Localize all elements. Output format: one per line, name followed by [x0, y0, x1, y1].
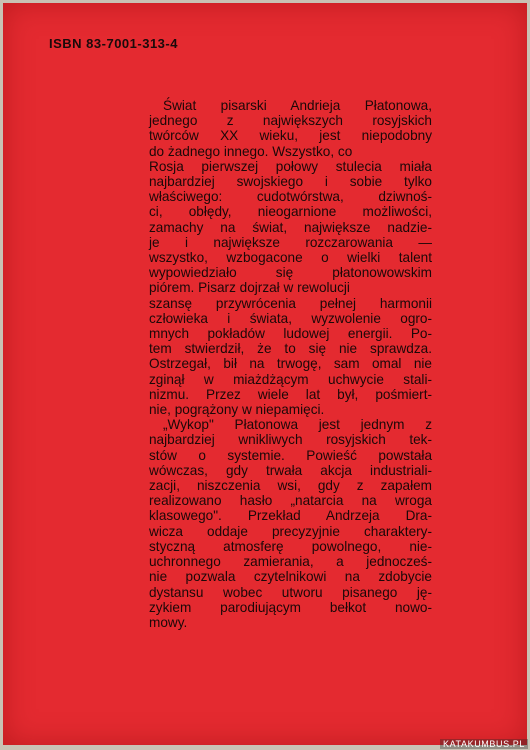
blurb-line: realizowano hasło „natarcia na wroga	[149, 493, 432, 509]
blurb-line: mnych pokładów ludowej energii. Po-	[149, 326, 432, 342]
blurb-line: Świat pisarski Andrieja Płatonowa,	[163, 98, 432, 113]
isbn-number: ISBN 83-7001-313-4	[49, 36, 178, 51]
blurb-line: do żadnego innego. Wszystko, co	[149, 143, 353, 159]
blurb-line: je i największe rozczarowania —	[149, 234, 432, 250]
blurb-line: najbardziej wnikliwych rosyjskich tek-	[149, 432, 432, 448]
blurb-line: nizmu. Przez wiele lat był, pośmiert-	[149, 386, 432, 402]
blurb-line: zginął w miażdżącym uchwycie stali-	[149, 371, 432, 387]
blurb-line: zacji, niszczenia wsi, gdy z zapałem	[149, 478, 432, 494]
blurb-line: zykiem parodiującym bełkot nowo-	[149, 599, 432, 615]
blurb-line: najbardziej swojskiego i sobie tylko	[149, 174, 432, 190]
blurb-line: mowy.	[149, 614, 188, 630]
watermark: KATAKUMBUS.PL	[440, 739, 528, 749]
blurb-line: właściwego: cudotwórstwa, dziwnoś-	[149, 189, 432, 205]
blurb-line: szansę przywrócenia pełnej harmonii	[149, 295, 432, 311]
blurb-line: Rosja pierwszej połowy stulecia miała	[149, 158, 432, 174]
blurb-line: stów o systemie. Powieść powstała	[149, 447, 432, 463]
blurb-line: styczną atmosferę powolnego, nie-	[149, 538, 432, 554]
blurb-line: twórców XX wieku, jest niepodobny	[149, 128, 432, 144]
blurb-line: piórem. Pisarz dojrzał w rewolucji	[149, 280, 350, 296]
blurb-line: „Wykop" Płatonowa jest jednym z	[163, 417, 432, 433]
blurb-line: wicza oddaje precyzyjnie charaktery-	[149, 523, 432, 539]
blurb-line: wówczas, gdy trwała akcja industriali-	[149, 462, 432, 478]
book-back-cover	[3, 3, 527, 745]
blurb-line: dystansu wobec utworu pisanego ję-	[149, 584, 432, 600]
cover-blurb	[149, 98, 432, 630]
blurb-line: uchronnego zamierania, a jednocześ-	[149, 554, 432, 570]
blurb-line: ci, obłędy, nieogarnione możliwości,	[149, 204, 432, 220]
blurb-line: jednego z największych rosyjskich	[149, 113, 432, 129]
blurb-line: klasowego". Przekład Andrzeja Dra-	[149, 508, 432, 524]
blurb-line: nie, pogrążony w niepamięci.	[149, 402, 325, 418]
blurb-line: człowieka i świata, wyzwolenie ogro-	[149, 310, 432, 326]
blurb-line: nie pozwala czytelnikowi na zdobycie	[149, 569, 432, 585]
blurb-line: tem stwierdził, że to się nie sprawdza.	[149, 341, 432, 357]
blurb-line: Ostrzegał, bił na trwogę, sam omal nie	[149, 356, 432, 372]
blurb-line: wypowiedziało się płatonowowskim	[149, 265, 432, 281]
blurb-line: wszystko, wzbogacone o wielki talent	[149, 250, 432, 266]
blurb-line: zamachy na świat, największe nadzie-	[149, 219, 432, 235]
